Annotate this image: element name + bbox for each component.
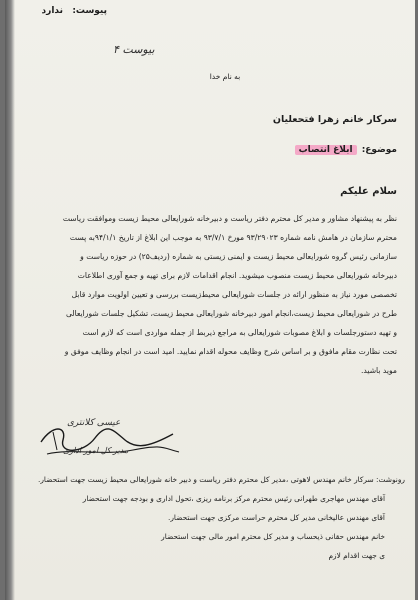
body-line: تحت نظارت مقام مافوق و بر اساس شرح وظایف محوله اقدام نمایید. امید است در انجام وظایف موفق و	[64, 347, 397, 356]
greeting: سلام علیکم	[340, 186, 397, 197]
body-line: موید باشید.	[361, 366, 397, 375]
body-line: سازمانی رئیس گروه شورایعالی محیط زیست و ایمنی زیستی به شماره (ردیف۲۵) در حوزه ریاست و	[80, 252, 397, 261]
attachment-label: پیوست:	[72, 6, 107, 16]
cc-line: آقای مهندس مهاجری طهرانی رئیس محترم مرکز برنامه ریزی ،تحول اداری و بودجه جهت استحضار	[82, 494, 385, 503]
body-line: و تهیه دستورجلسات و ابلاغ مصوبات شورایعالی به مراجع ذیربط از جمله مواردی است که لازم است	[82, 328, 397, 337]
cc-line: رونوشت: سرکار خانم مهندس لاهوتی ،مدیر کل محترم دفتر ریاست و دبیر خانه شورایعالی محیط زیست جهت استحضار.	[38, 475, 405, 484]
cc-line: آقای مهندس عالیخانی مدیر کل محترم حراست مرکزی جهت استحضار.	[168, 513, 385, 522]
letter-body	[35, 209, 397, 380]
cc-line: ی جهت اقدام لازم	[328, 551, 385, 560]
cc-line: خانم مهندس حقانی ذیحساب و مدیر کل محترم امور مالی جهت استحضار	[161, 532, 385, 541]
body-line: نظر به پیشنهاد مشاور و مدیر کل محترم دفتر ریاست و دبیرخانه شورایعالی محیط زیست وموافقت ریاست	[62, 214, 397, 223]
subject-label: موضوع:	[361, 145, 397, 155]
recipient-line: سرکار خانم زهرا فتحعلیان	[272, 114, 397, 125]
attachment-value: ندارد	[41, 6, 63, 16]
letter-page	[5, 0, 415, 600]
signature-block	[33, 420, 183, 468]
body-line: طرح در شورایعالی محیط زیست،انجام امور دبیرخانه شورایعالی محیط زیست، تشکیل جلسات شورایعالی	[65, 309, 397, 318]
body-line: تخصصی مورد نیاز به منظور ارائه در جلسات شورایعالی محیط‌زیست بررسی و تعیین اولویت موارد قابل	[71, 290, 397, 299]
body-line: محترم سازمان در هامش نامه شماره ۹۳/۲۹۰۲۳ مورخ ۹۳/۷/۱ به موجب این ابلاغ از تاریخ ۹۴/۱/۱به پست	[69, 233, 397, 242]
bismillah: به نام خدا	[209, 72, 241, 81]
body-line: دبیرخانه شورایعالی محیط زیست منصوب میشوید. انجام اقدامات لازم برای تهیه و جمع آوری اطلاعات	[77, 271, 397, 280]
signature-title: مدیر کل امور اداری	[63, 446, 129, 455]
cc-section	[17, 470, 405, 565]
subject-line	[295, 137, 397, 156]
page-edge-shadow	[5, 0, 15, 600]
handwritten-annotation: بیوست ۴	[113, 43, 155, 56]
subject-value: ابلاغ انتصاب	[295, 145, 357, 155]
signature-name: عیسی کلانتری	[67, 418, 121, 428]
